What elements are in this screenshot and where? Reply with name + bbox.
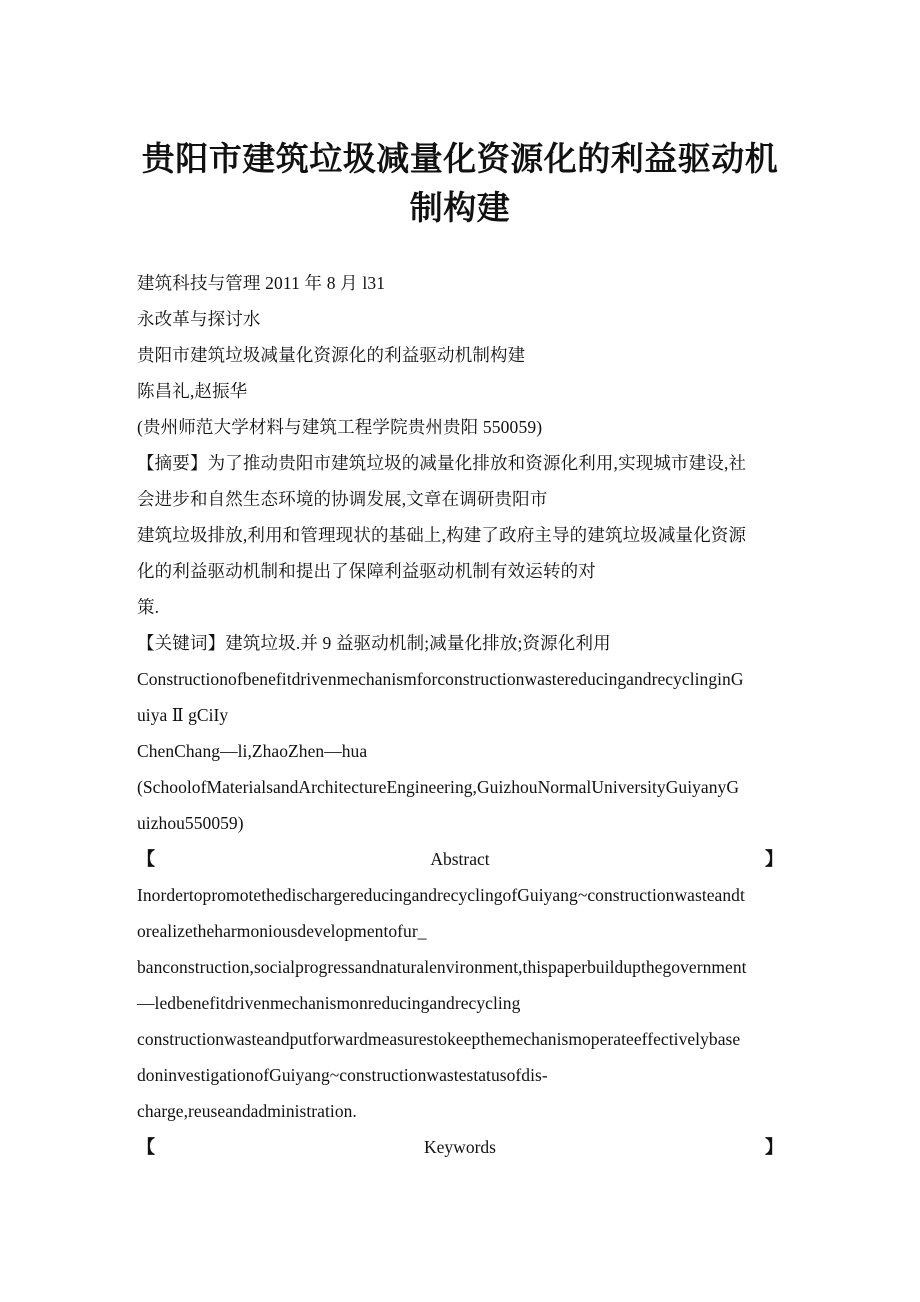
abstract-left-bracket: 【 bbox=[137, 849, 155, 869]
page-content-column bbox=[137, 0, 783, 1165]
english-affiliation-line-1: (SchoolofMaterialsandArchitectureEngineering,GuizhouNormalUniversityGuiyanyG bbox=[137, 777, 740, 797]
abstract-cn-line-1: 【摘要】为了推动贵阳市建筑垃圾的减量化排放和资源化利用,实现城市建设,社 bbox=[137, 453, 747, 473]
abstract-en-line-6: doninvestigationofGuiyang~constructionwastestatusofdis- bbox=[137, 1065, 548, 1085]
abstract-right-bracket: 】 bbox=[765, 849, 783, 869]
abstract-en-line-7: charge,reuseandadministration. bbox=[137, 1101, 357, 1121]
abstract-label-text: Abstract bbox=[430, 849, 490, 869]
abstract-en-line-5: constructionwasteandputforwardmeasurestokeepthemechanismoperateeffectivelybase bbox=[137, 1029, 741, 1049]
article-authors-line: 陈昌礼,赵振华 bbox=[137, 381, 248, 401]
abstract-en-line-4: —ledbenefitdrivenmechanismonreducingandrecycling bbox=[137, 993, 521, 1013]
article-affiliation-line: (贵州师范大学材料与建筑工程学院贵州贵阳 550059) bbox=[137, 417, 543, 437]
keywords-cn-line: 【关键词】建筑垃圾.并 9 益驱动机制;减量化排放;资源化利用 bbox=[137, 633, 611, 653]
english-authors-line: ChenChang—li,ZhaoZhen—hua bbox=[137, 741, 368, 761]
keywords-label-row bbox=[137, 1129, 783, 1165]
abstract-en-line-2: orealizetheharmoniousdevelopmentofur_ bbox=[137, 921, 427, 941]
keywords-label-text: Keywords bbox=[424, 1137, 496, 1157]
column-heading-line: 永改革与探讨水 bbox=[137, 309, 261, 329]
abstract-cn-line-3: 建筑垃圾排放,利用和管理现状的基础上,构建了政府主导的建筑垃圾减量化资源 bbox=[137, 525, 747, 545]
abstract-en-line-1: InordertopromotethedischargereducingandrecyclingofGuiyang~constructionwasteandt bbox=[137, 885, 745, 905]
keywords-right-bracket: 】 bbox=[765, 1137, 783, 1157]
abstract-label-row bbox=[137, 841, 783, 877]
english-title-line-2: uiya Ⅱ gCiIy bbox=[137, 705, 229, 725]
document-body bbox=[137, 265, 783, 1165]
page-title: 贵阳市建筑垃圾减量化资源化的利益驱动机制构建 bbox=[141, 142, 779, 227]
keywords-left-bracket: 【 bbox=[137, 1137, 155, 1157]
article-title-line: 贵阳市建筑垃圾减量化资源化的利益驱动机制构建 bbox=[137, 345, 526, 365]
abstract-en-line-3: banconstruction,socialprogressandnaturalenvironment,thispaperbuildupthegovernment bbox=[137, 957, 747, 977]
english-affiliation-line-2: uizhou550059) bbox=[137, 813, 244, 833]
journal-issue-line: 建筑科技与管理 2011 年 8 月 l31 bbox=[137, 273, 386, 293]
abstract-cn-line-5: 策. bbox=[137, 597, 160, 617]
english-title-line-1: ConstructionofbenefitdrivenmechanismforconstructionwastereducingandrecyclinginG bbox=[137, 669, 744, 689]
abstract-cn-line-4: 化的利益驱动机制和提出了保障利益驱动机制有效运转的对 bbox=[137, 561, 596, 581]
abstract-cn-line-2: 会进步和自然生态环境的协调发展,文章在调研贵阳市 bbox=[137, 489, 548, 509]
